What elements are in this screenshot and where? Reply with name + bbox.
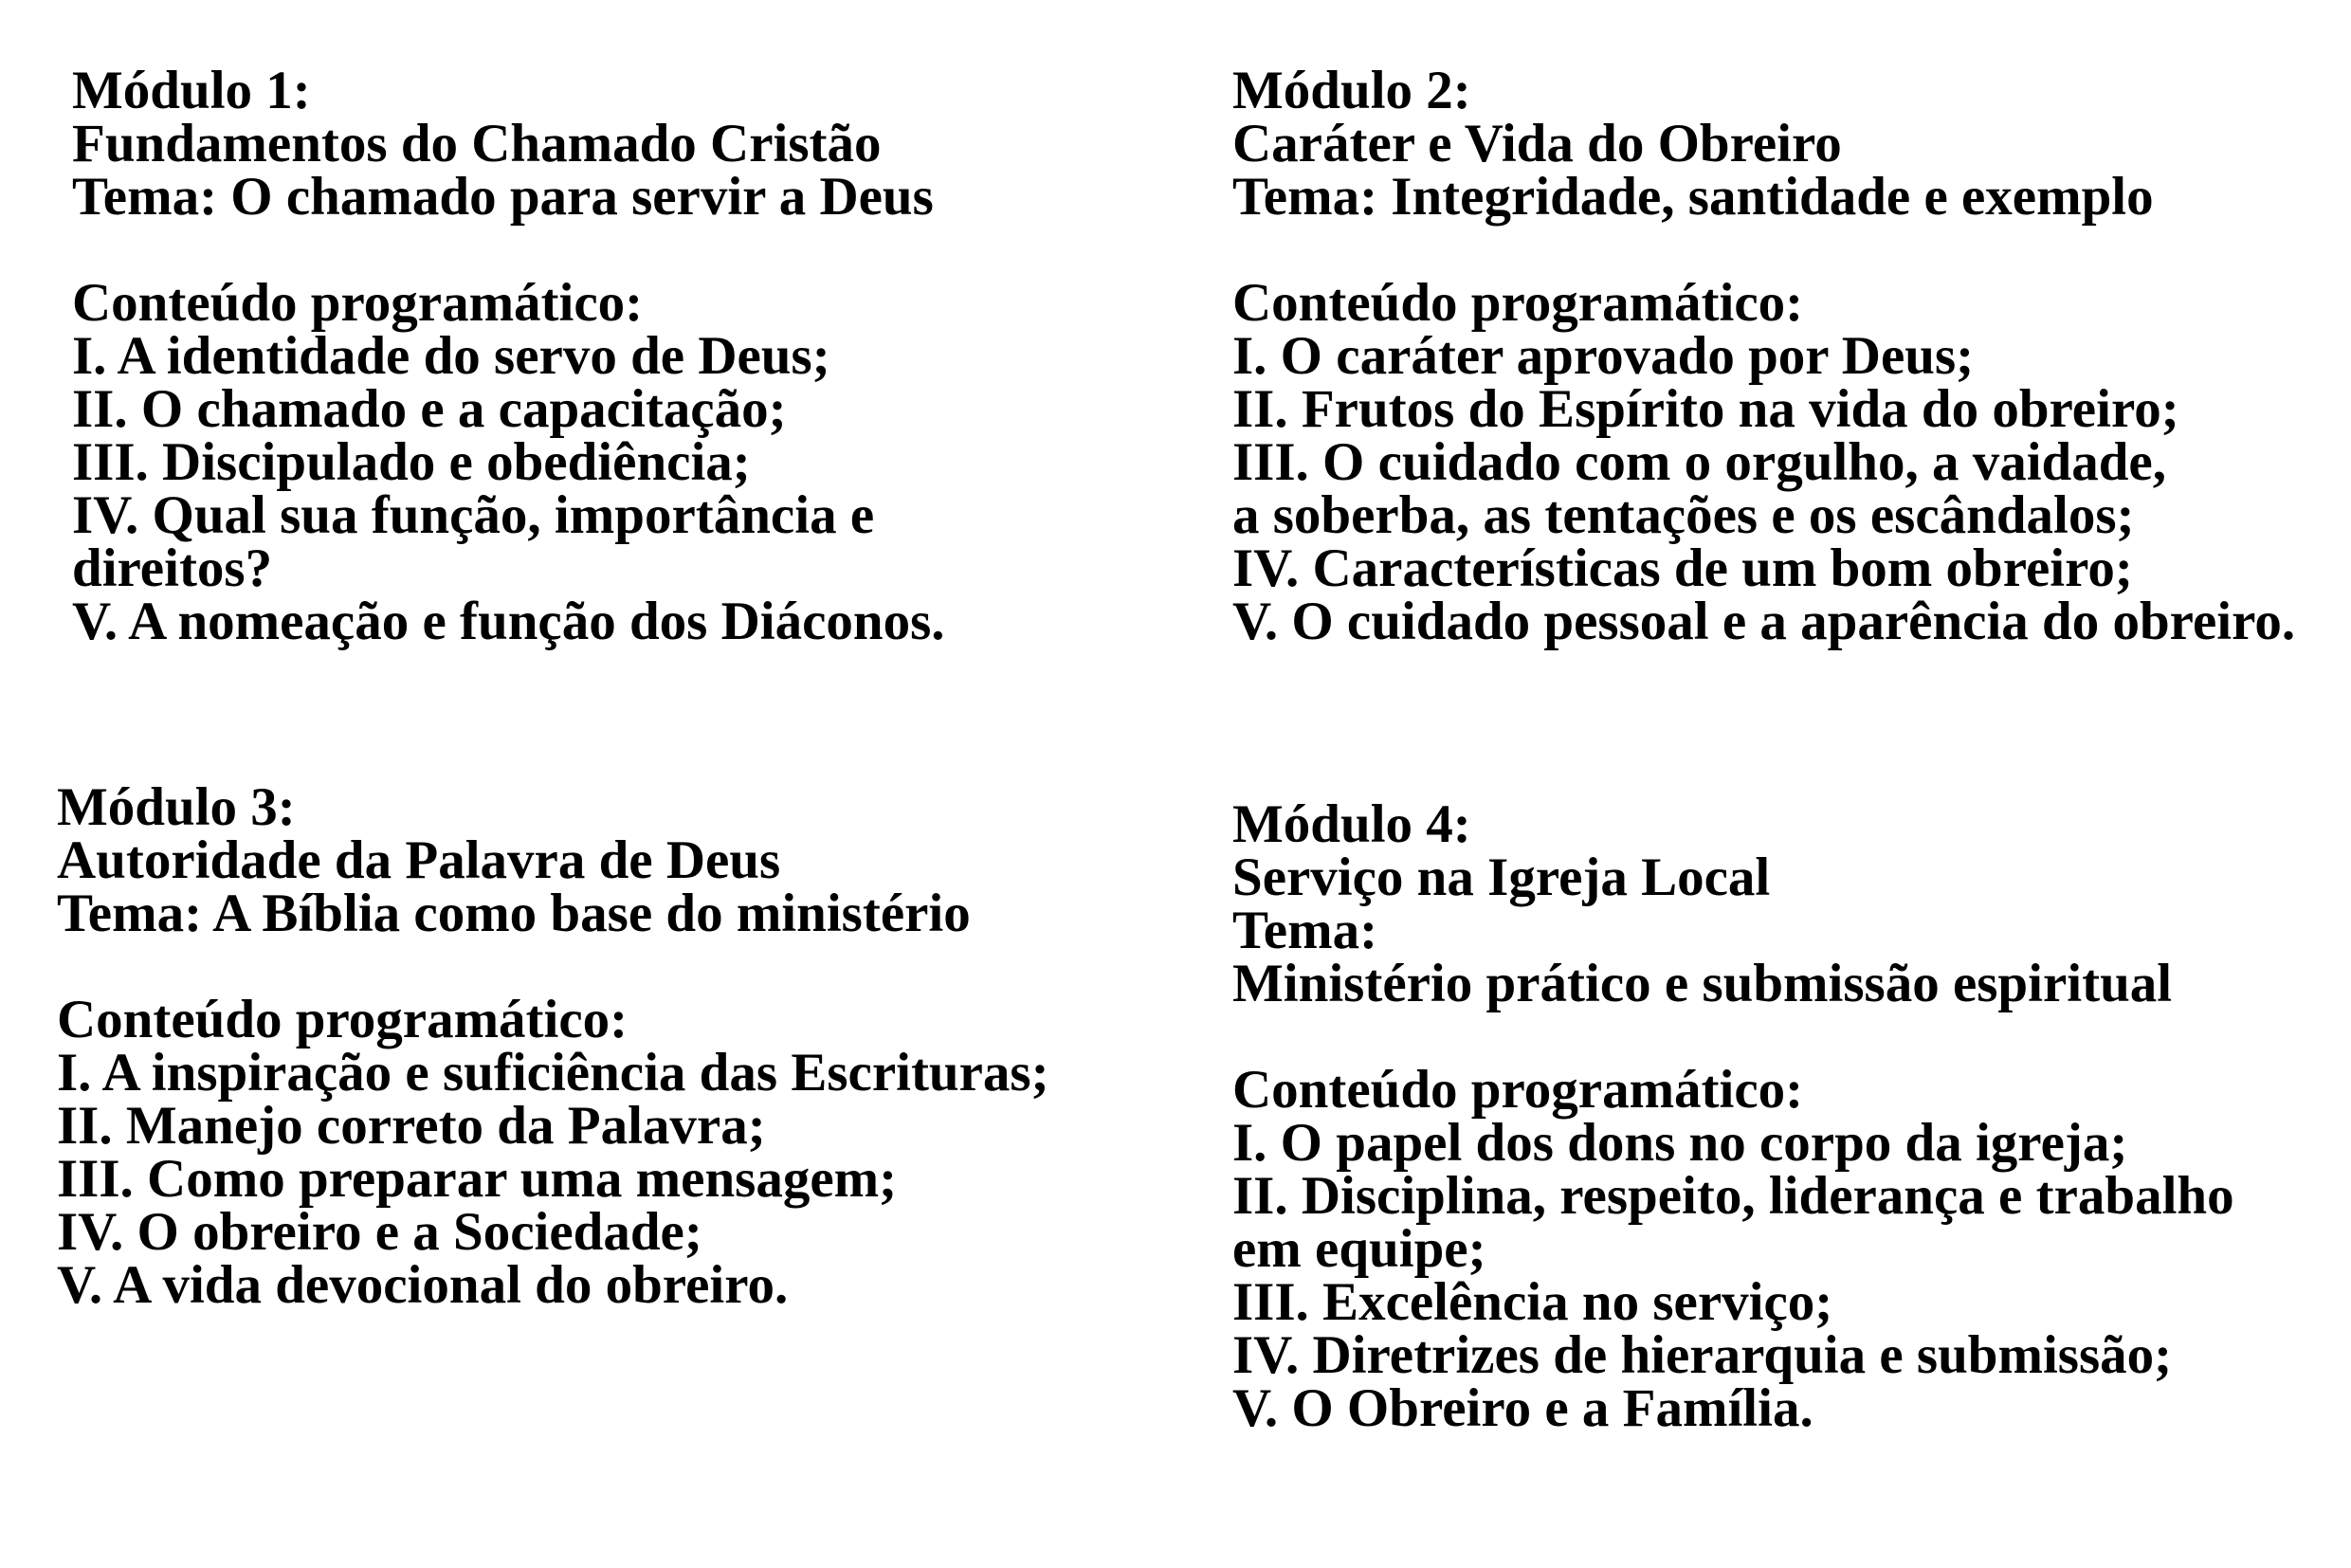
module-4-block (1232, 794, 2234, 1438)
content-item: I. O papel dos dons no corpo da igreja; (1232, 1113, 2128, 1173)
module-heading: Módulo 2: (1232, 61, 1471, 120)
spacer (1232, 1011, 2234, 1064)
content-item: V. O cuidado pessoal e a aparência do obreiro. (1232, 592, 2296, 651)
spacer (72, 224, 945, 277)
content-item: III. Como preparar uma mensagem; (57, 1149, 898, 1209)
module-theme: Tema: A Bíblia como base do ministério (57, 884, 971, 943)
module-theme-label: Tema: (1232, 901, 1378, 960)
content-item: IV. Diretrizes de hierarquia e submissão; (1232, 1325, 2173, 1385)
content-item: IV. Características de um bom obreiro; (1232, 538, 2133, 598)
content-item: II. Disciplina, respeito, liderança e trabalho (1232, 1166, 2234, 1226)
content-item: direitos? (72, 538, 273, 598)
module-heading: Módulo 1: (72, 61, 311, 120)
content-item: V. A nomeação e função dos Diáconos. (72, 592, 945, 651)
content-label: Conteúdo programático: (57, 990, 629, 1049)
content-item: I. O caráter aprovado por Deus; (1232, 326, 1975, 386)
content-item: I. A inspiração e suficiência das Escrituras; (57, 1043, 1049, 1103)
content-item: II. Manejo correto da Palavra; (57, 1096, 766, 1156)
module-3-block (57, 777, 1049, 1315)
module-title: Serviço na Igreja Local (1232, 848, 1771, 907)
content-item: a soberba, as tentações e os escândalos; (1232, 485, 2135, 545)
module-theme: Tema: Integridade, santidade e exemplo (1232, 167, 2154, 227)
module-title: Fundamentos do Chamado Cristão (72, 114, 882, 173)
content-item: III. O cuidado com o orgulho, a vaidade, (1232, 432, 2166, 492)
content-item: III. Excelência no serviço; (1232, 1272, 1833, 1332)
spacer (1232, 224, 2295, 277)
module-heading: Módulo 4: (1232, 794, 1471, 854)
module-1-block (72, 61, 945, 651)
spacer (57, 940, 1049, 994)
content-item: III. Discipulado e obediência; (72, 432, 751, 492)
content-item: V. A vida devocional do obreiro. (57, 1255, 789, 1315)
content-label: Conteúdo programático: (72, 273, 644, 333)
content-item: V. O Obreiro e a Família. (1232, 1378, 1813, 1438)
module-theme: Ministério prático e submissão espiritual (1232, 954, 2173, 1013)
content-item: I. A identidade do servo de Deus; (72, 326, 830, 386)
module-2-block (1232, 61, 2296, 651)
content-label: Conteúdo programático: (1232, 273, 1804, 333)
content-item: II. Frutos do Espírito na vida do obreiro; (1232, 379, 2179, 439)
content-label: Conteúdo programático: (1232, 1060, 1804, 1120)
module-title: Autoridade da Palavra de Deus (57, 830, 781, 890)
content-item: II. O chamado e a capacitação; (72, 379, 787, 439)
content-item: em equipe; (1232, 1219, 1486, 1279)
module-heading: Módulo 3: (57, 777, 296, 837)
content-item: IV. O obreiro e a Sociedade; (57, 1202, 702, 1262)
content-item: IV. Qual sua função, importância e (72, 485, 875, 545)
module-theme: Tema: O chamado para servir a Deus (72, 167, 934, 227)
module-title: Caráter e Vida do Obreiro (1232, 114, 1842, 173)
